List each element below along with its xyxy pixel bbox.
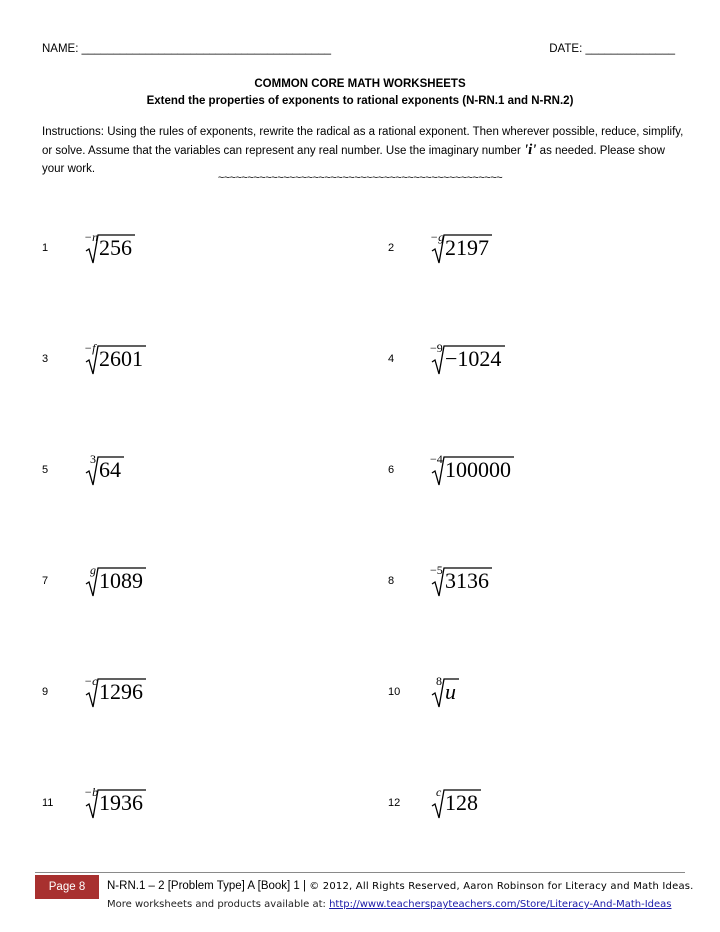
radicand: 2197 [445,235,489,260]
radicand: 2601 [99,346,143,371]
footer-line-1 [107,880,694,892]
problem-item [42,787,342,821]
radical-expression [430,343,650,377]
problem-item [388,787,688,821]
problem-number: 1 [42,242,49,254]
radical-index: −f [84,341,96,355]
instructions [42,123,684,178]
radicand: 100000 [445,457,511,482]
radical-expression [84,565,304,599]
worksheet-title [0,76,720,110]
radical-index: −5 [430,563,443,577]
page-number-badge: Page 8 [35,875,99,899]
footer-more-text: More worksheets and products available at: [107,899,330,910]
problem-number: 4 [388,353,395,365]
problem-item [388,565,688,599]
radical-expression [430,454,650,488]
radicand: 1936 [99,790,143,815]
problem-number: 7 [42,575,49,587]
problem-number: 10 [388,686,401,698]
problem-number: 3 [42,353,49,365]
instructions-text-before: Instructions: Using the rules of exponents, rewrite the radical as a rational exponent. Then wherever possible, reduce, simplify, or solve. Assume that the variables can represent any real number. Use the imaginary number [42,126,684,157]
radicand: 3136 [445,568,489,593]
radicand: 128 [445,790,478,815]
footer-divider [35,872,685,873]
imaginary-unit: 'i' [523,142,537,158]
radical-index: −g [430,230,445,244]
radical-expression [430,232,650,266]
radical-index: −9 [430,341,443,355]
problem-item [42,232,342,266]
problem-item [42,676,342,710]
radicand: 1296 [99,679,143,704]
problem-number: 2 [388,242,395,254]
problem-number: 6 [388,464,395,476]
problem-item [42,565,342,599]
problem-number: 11 [42,797,54,809]
problem-item [42,454,342,488]
radicand: −1024 [445,346,502,371]
radical-index: 8 [436,674,442,688]
problem-item [42,343,342,377]
title-line-1: COMMON CORE MATH WORKSHEETS [254,78,466,90]
date-field-label: DATE: ______________ [549,43,675,55]
radical-expression [84,232,304,266]
instructions-text-after: as needed. Please show your work. [42,145,665,175]
problem-number: 9 [42,686,49,698]
footer-course-info: N-RN.1 – 2 [Problem Type] A [Book] 1 | [107,880,310,892]
problem-item [388,343,688,377]
radical-expression [84,454,304,488]
footer-store-link[interactable]: http://www.teacherspayteachers.com/Store/Literacy-And-Math-Ideas [329,899,672,910]
radicand: 64 [99,457,121,482]
radical-expression [84,787,304,821]
radical-expression [84,676,304,710]
problem-item [388,676,688,710]
title-line-2: Extend the properties of exponents to rational exponents (N-RN.1 and N-RN.2) [146,95,574,107]
separator-line: ~~~~~~~~~~~~~~~~~~~~~~~~~~~~~~~~~~~~~~~~~~~~~~~~ [217,172,503,184]
problem-item [388,232,688,266]
radical-index: −b [84,785,99,799]
radicand: u [445,679,456,704]
radical-expression [430,676,650,710]
radical-expression [430,565,650,599]
radical-index: c [436,785,442,799]
radical-index: −4 [430,452,443,466]
problem-item [388,454,688,488]
radicand: 256 [99,235,132,260]
radical-index: −n [84,230,99,244]
radical-index: −c [84,674,98,688]
problem-number: 5 [42,464,49,476]
radical-index: g [90,563,96,577]
radicand: 1089 [99,568,143,593]
footer-line-2 [107,899,671,910]
name-field-label: NAME: _______________________________________ [42,43,332,55]
radical-index: 3 [90,452,96,466]
radical-expression [84,343,304,377]
problem-number: 8 [388,575,395,587]
footer-copyright: © 2012, All Rights Reserved, Aaron Robinson for Literacy and Math Ideas. [309,881,694,892]
radical-expression [430,787,650,821]
problem-number: 12 [388,797,401,809]
